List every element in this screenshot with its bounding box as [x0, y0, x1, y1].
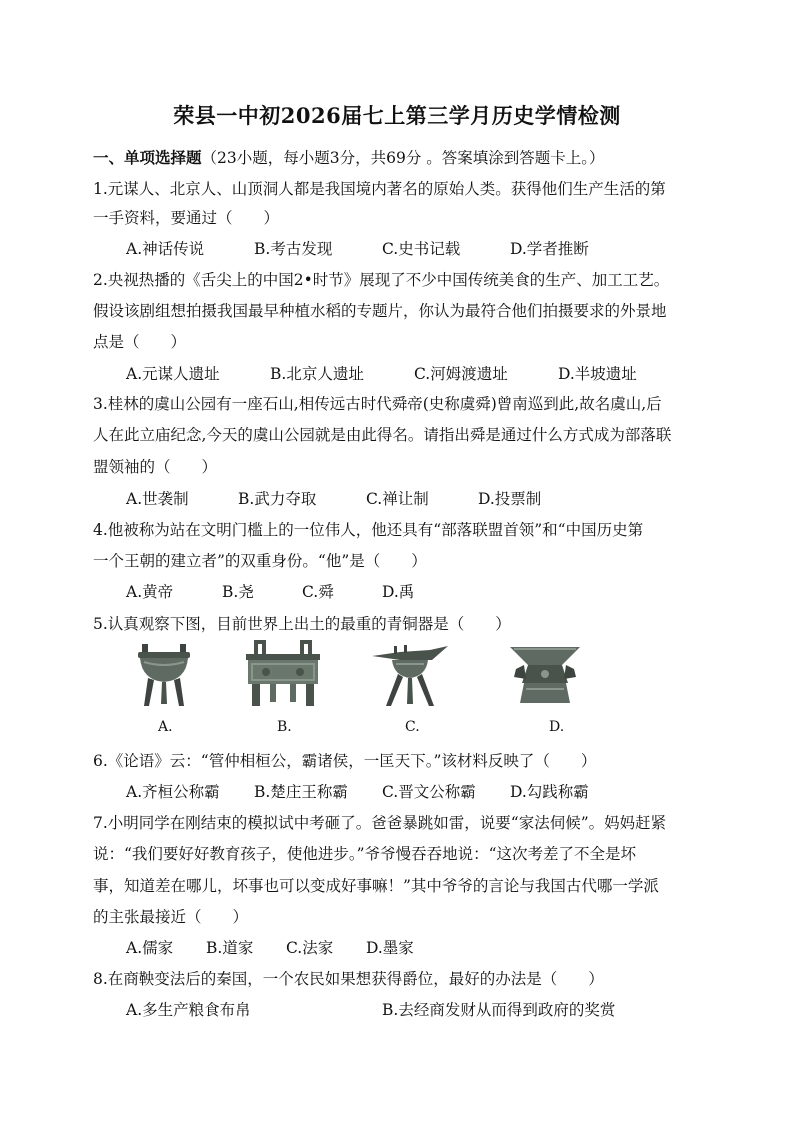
question-7-option-c: C.法家 — [286, 939, 334, 957]
question-4-option-d: D.禹 — [382, 583, 415, 601]
question-7-line-3: 事，知道差在哪儿，坏事也可以变成好事嘛！”其中爷爷的言论与我国古代哪一学派 — [93, 877, 659, 895]
question-3-line-3: 盟领袖的（ ） — [93, 458, 218, 476]
question-8-option-a: A.多生产粮食布帛 — [126, 1001, 251, 1019]
question-2-option-c: C.河姆渡遗址 — [414, 365, 508, 383]
question-7-line-2: 说：“我们要好好教育孩子，使他进步。”爷爷慢吞吞地说：“这次考差了不全是坏 — [93, 845, 637, 863]
question-4-option-b: B.尧 — [222, 583, 254, 601]
image-label-a: A. — [158, 719, 173, 735]
question-4-option-a: A.黄帝 — [126, 583, 174, 601]
question-2-line-1: 2.央视热播的《舌尖上的中国2•时节》展现了不少中国传统美食的生产、加工工艺。 — [93, 271, 670, 289]
question-7-line-4: 的主张最接近（ ） — [93, 908, 249, 926]
section-note: （23小题，每小题3分，共69分 。答案填涂到答题卡上。） — [201, 149, 605, 167]
question-4-option-c: C.舜 — [302, 583, 334, 601]
question-1-option-a: A.神话传说 — [126, 240, 205, 258]
question-1-line-1: 1.元谋人、北京人、山顶洞人都是我国境内著名的原始人类。获得他们生产生活的第 — [93, 180, 666, 198]
question-4-line-2: 一个王朝的建立者”的双重身份。“他”是（ ） — [93, 552, 427, 570]
page-title: 荣县一中初2026届七上第三学月历史学情检测 — [173, 103, 621, 128]
question-1-option-d: D.学者推断 — [510, 240, 589, 258]
question-1-option-b: B.考古发现 — [254, 240, 333, 258]
image-label-c: C. — [405, 719, 420, 735]
question-7-option-b: B.道家 — [206, 939, 254, 957]
question-3-option-b: B.武力夺取 — [238, 490, 317, 508]
image-label-b: B. — [277, 719, 292, 735]
question-2-option-b: B.北京人遗址 — [270, 365, 364, 383]
question-6-option-a: A.齐桓公称霸 — [126, 783, 220, 801]
question-6-line-1: 6.《论语》云：“管仲相桓公，霸诸侯，一匡天下。”该材料反映了（ ） — [93, 752, 597, 770]
question-3-option-c: C.禅让制 — [366, 490, 429, 508]
question-3-line-1: 3.桂林的虞山公园有一座石山,相传远古时代舜帝(史称虞舜)曾南巡到此,故名虞山,后 — [93, 395, 662, 413]
question-6-option-c: C.晋文公称霸 — [382, 783, 476, 801]
question-2-option-a: A.元谋人遗址 — [126, 365, 220, 383]
question-1-option-c: C.史书记载 — [382, 240, 461, 258]
question-2-line-3: 点是（ ） — [93, 333, 187, 351]
question-6-option-d: D.勾践称霸 — [510, 783, 589, 801]
question-3-line-2: 人在此立庙纪念,今天的虞山公园就是由此得名。请指出舜是通过什么方式成为部落联 — [93, 426, 672, 444]
bronze-ding-icon — [134, 642, 194, 708]
question-7-line-1: 7.小明同学在刚结束的模拟试中考砸了。爸爸暴跳如雷，说要“家法伺候”。妈妈赶紧 — [93, 814, 667, 832]
image-label-d: D. — [549, 719, 565, 735]
question-3-option-d: D.投票制 — [478, 490, 542, 508]
section-header — [93, 146, 703, 168]
question-7-option-a: A.儒家 — [126, 939, 174, 957]
section-heading: 一、单项选择题 — [93, 148, 202, 167]
question-8-line-1: 8.在商鞅变法后的秦国，一个农民如果想获得爵位，最好的办法是（ ） — [93, 970, 604, 988]
bronze-jue-icon — [370, 642, 450, 708]
question-6-option-b: B.楚庄王称霸 — [254, 783, 348, 801]
bronze-square-ding-icon — [242, 640, 324, 708]
question-8-option-b: B.去经商发财从而得到政府的奖赏 — [382, 1001, 616, 1019]
question-5-line-1: 5.认真观察下图，目前世界上出土的最重的青铜器是（ ） — [93, 615, 511, 633]
question-4-line-1: 4.他被称为站在文明门槛上的一位伟人，他还具有“部落联盟首领”和“中国历史第 — [93, 521, 644, 539]
question-1-line-2: 一手资料，要通过（ ） — [93, 209, 280, 227]
question-7-option-d: D.墨家 — [366, 939, 414, 957]
question-2-line-2: 假设该剧组想拍摄我国最早种植水稻的专题片，你认为最符合他们拍摄要求的外景地 — [93, 302, 667, 320]
question-2-option-d: D.半坡遗址 — [558, 365, 637, 383]
bronze-zun-icon — [502, 643, 588, 707]
question-3-option-a: A.世袭制 — [126, 490, 189, 508]
